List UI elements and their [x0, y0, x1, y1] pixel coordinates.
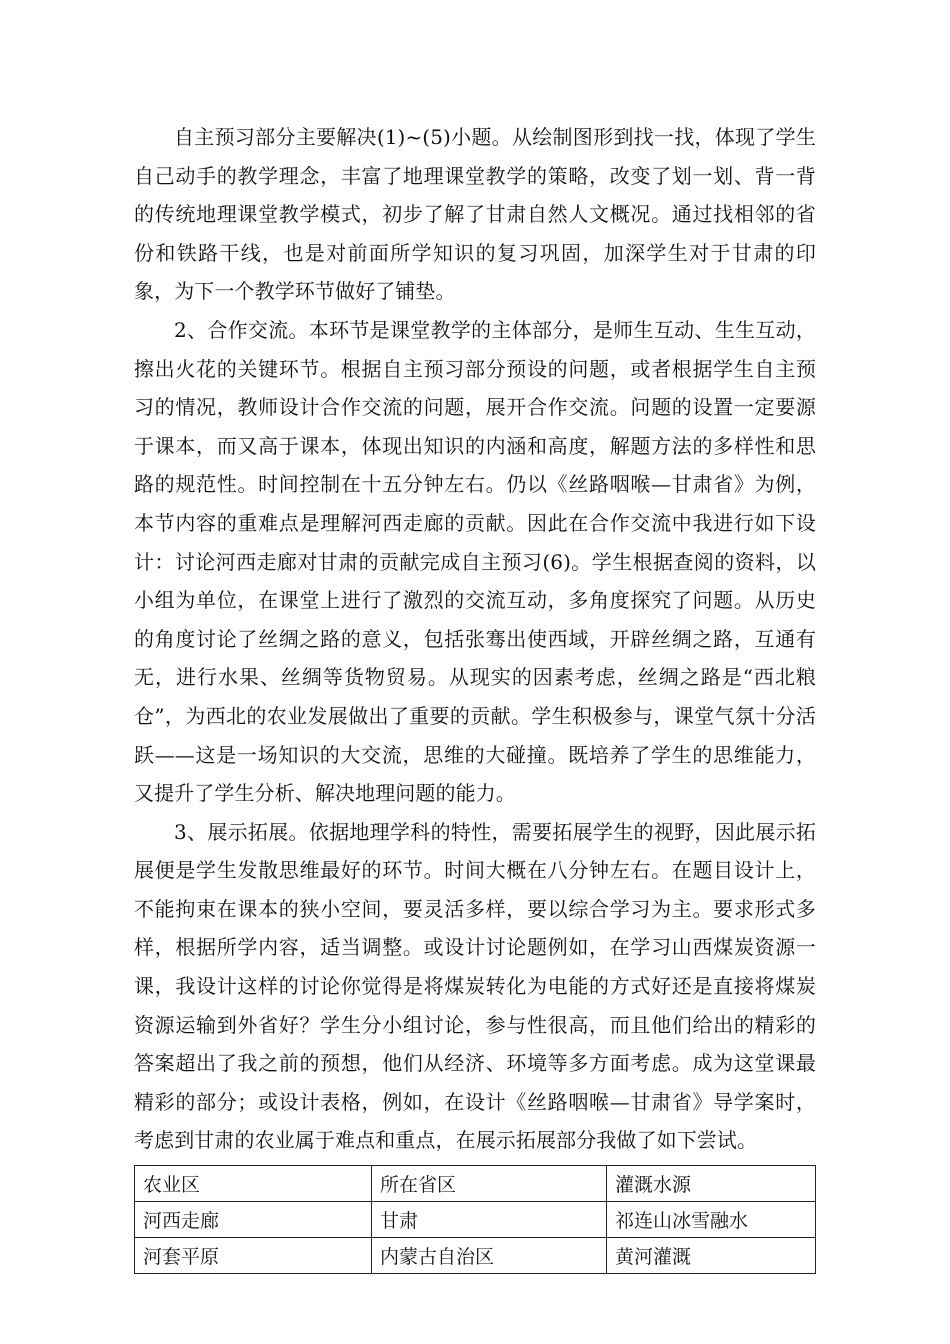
table-header-cell: 所在省区 — [372, 1166, 607, 1202]
paragraph-cooperative-exchange: 2、合作交流。本环节是课堂教学的主体部分，是师生互动、生生互动，擦出火花的关键环节。根据自主预习部分预设的问题，或者根据学生自主预习的情况，教师设计合作交流的问题，展开合作交流。问题的设置一定要源于课本，而又高于课本，体现出知识的内涵和高度，解题方法的多样性和思路的规范性。时间控制在十五分钟左右。仍以《丝路咽喉—甘肃省》为例，本节内容的重难点是理解河西走廊的贡献。因此在合作交流中我进行如下设计：讨论河西走廊对甘肃的贡献完成自主预习(6)。学生根据查阅的资料，以小组为单位，在课堂上进行了激烈的交流互动，多角度探究了问题。从历史的角度讨论了丝绸之路的意义，包括张骞出使西域，开辟丝绸之路，互通有无，进行水果、丝绸等货物贸易。从现实的因素考虑，丝绸之路是“西北粮仓”，为西北的农业发展做出了重要的贡献。学生积极参与，课堂气氛十分活跃——这是一场知识的大交流，思维的大碰撞。既培养了学生的思维能力，又提升了学生分析、解决地理问题的能力。 — [134, 317, 816, 806]
document-page — [134, 118, 816, 1274]
agriculture-table — [134, 1165, 816, 1274]
table-header-row — [135, 1166, 816, 1202]
table-cell: 祁连山冰雪融水 — [607, 1202, 816, 1238]
paragraph-self-study-summary: 自主预习部分主要解决(1)~(5)小题。从绘制图形到找一找，体现了学生自己动手的教学理念，丰富了地理课堂教学的策略，改变了划一划、背一背的传统地理课堂教学模式，初步了解了甘肃自然人文概况。通过找相邻的省份和铁路干线，也是对前面所学知识的复习巩固，加深学生对于甘肃的印象，为下一个教学环节做好了铺垫。 — [134, 125, 816, 304]
table-row — [135, 1238, 816, 1274]
table-cell: 甘肃 — [372, 1202, 607, 1238]
table-header-cell: 灌溉水源 — [607, 1166, 816, 1202]
table-row — [135, 1202, 816, 1238]
table-cell: 内蒙古自治区 — [372, 1238, 607, 1274]
paragraph-display-extension: 3、展示拓展。依据地理学科的特性，需要拓展学生的视野，因此展示拓展便是学生发散思维最好的环节。时间大概在八分钟左右。在题目设计上，不能拘束在课本的狭小空间，要灵活多样，要以综合学习为主。要求形式多样，根据所学内容，适当调整。或设计讨论题例如，在学习山西煤炭资源一课，我设计这样的讨论你觉得是将煤炭转化为电能的方式好还是直接将煤炭资源运输到外省好？学生分小组讨论，参与性很高，而且他们给出的精彩的答案超出了我之前的预想，他们从经济、环境等多方面考虑。成为这堂课最精彩的部分；或设计表格，例如，在设计《丝路咽喉—甘肃省》导学案时，考虑到甘肃的农业属于难点和重点，在展示拓展部分我做了如下尝试。 — [134, 819, 816, 1153]
table-cell: 河西走廊 — [135, 1202, 372, 1238]
table-header-cell: 农业区 — [135, 1166, 372, 1202]
table-cell: 河套平原 — [135, 1238, 372, 1274]
table-cell: 黄河灌溉 — [607, 1238, 816, 1274]
